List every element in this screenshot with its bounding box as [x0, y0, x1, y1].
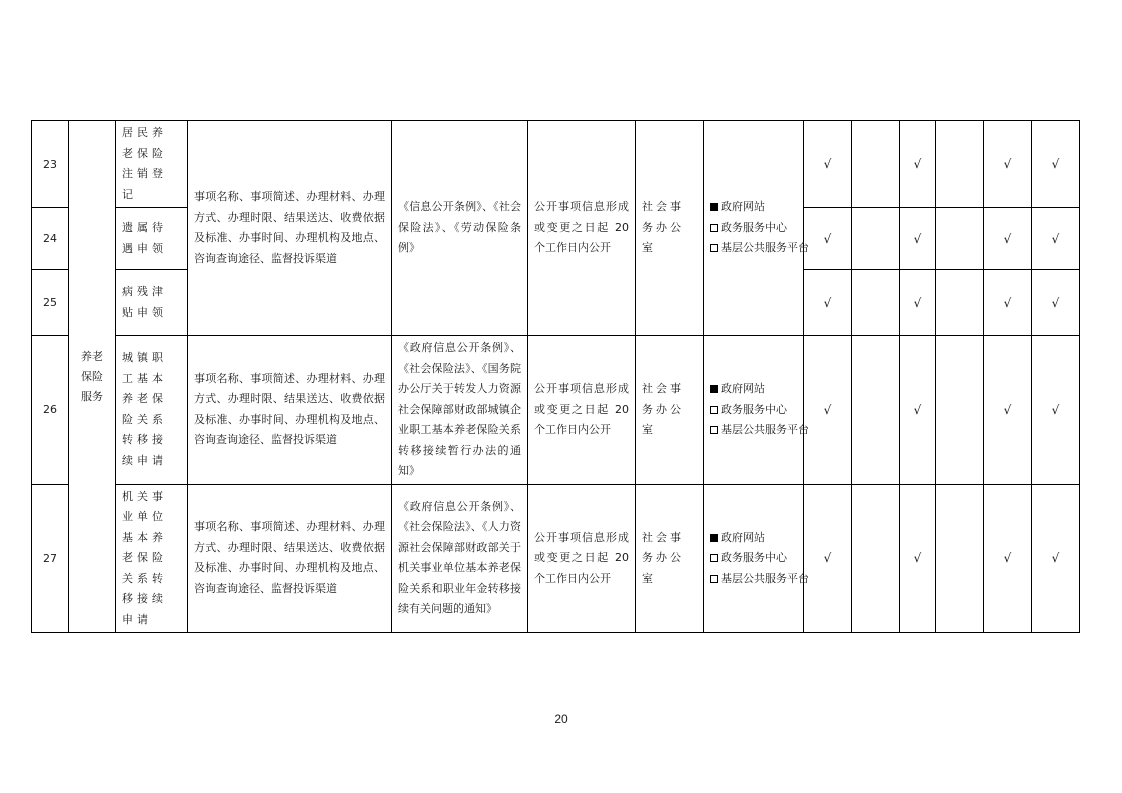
check-mark: √ [984, 484, 1032, 633]
channel-label: 政务服务中心 [721, 402, 787, 416]
content-cell [188, 121, 392, 336]
item-name: 居民养老保险注销登记 [122, 126, 167, 201]
table-row [32, 484, 1080, 633]
legal-basis: 《政府信息公开条例》、《社会保险法》、《国务院办公厅关于转发人力资源社会保障部财政部城镇企业职工基本养老保险关系转移接续暂行办法的通知》 [398, 341, 521, 477]
org-cell [636, 121, 704, 336]
channel-label: 基层公共服务平台 [721, 423, 809, 436]
checkbox-checked-icon [710, 534, 718, 542]
check-mark: √ [984, 208, 1032, 270]
row-number: 23 [32, 121, 69, 208]
row-number: 24 [32, 208, 69, 270]
channel-label: 基层公共服务平台 [721, 241, 809, 255]
empty-cell [852, 484, 900, 633]
item-cell [116, 121, 188, 208]
check-mark: √ [900, 270, 936, 336]
row-number: 27 [32, 484, 69, 633]
channel-label: 政务服务中心 [721, 551, 787, 564]
check-mark: √ [804, 336, 852, 485]
channel-label: 政府网站 [721, 382, 765, 395]
responsible-org: 社会事务办公室 [642, 530, 684, 585]
channel-label: 政府网站 [721, 530, 765, 544]
responsible-org: 社会事务办公室 [642, 382, 684, 436]
checkbox-checked-icon [710, 203, 718, 211]
org-cell [636, 484, 704, 633]
empty-cell [852, 270, 900, 336]
public-content: 事项名称、事项简述、办理材料、办理方式、办理时限、结果送达、收费依据及标准、办事时间、办理机构及地点、咨询查询途径、监督投诉渠道 [194, 371, 385, 447]
legal-basis: 《信息公开条例》、《社会保险法》、《劳动保险条例》 [398, 200, 521, 255]
checkbox-checked-icon [710, 385, 718, 393]
item-cell [116, 270, 188, 336]
basis-cell [392, 484, 528, 633]
channel-cell [704, 484, 809, 633]
channel-label: 政府网站 [721, 200, 765, 214]
check-mark: √ [1032, 121, 1080, 208]
item-cell [116, 484, 188, 633]
time-limit-cell [528, 336, 636, 485]
channel-cell [704, 336, 809, 485]
empty-cell [936, 121, 984, 208]
item-cell [116, 336, 188, 485]
checkbox-empty-icon [710, 244, 718, 252]
check-mark: √ [900, 336, 936, 485]
empty-cell [936, 336, 984, 485]
org-cell [636, 336, 704, 485]
row-number: 25 [32, 270, 69, 336]
check-mark: √ [984, 121, 1032, 208]
item-name: 城镇职工基本养老保险关系转移接续申请 [122, 351, 167, 467]
empty-cell [852, 336, 900, 485]
check-mark: √ [1032, 270, 1080, 336]
check-mark: √ [984, 336, 1032, 485]
check-mark: √ [900, 484, 936, 633]
public-content: 事项名称、事项简述、办理材料、办理方式、办理时限、结果送达、收费依据及标准、办事时间、办理机构及地点、咨询查询途径、监督投诉渠道 [194, 520, 385, 595]
check-mark: √ [900, 208, 936, 270]
time-limit-cell [528, 484, 636, 633]
checkbox-empty-icon [710, 426, 718, 434]
public-content: 事项名称、事项简述、办理材料、办理方式、办理时限、结果送达、收费依据及标准、办事时间、办理机构及地点、咨询查询途径、监督投诉渠道 [194, 190, 385, 265]
time-limit: 公开事项信息形成或变更之日起 20 个工作日内公开 [534, 200, 629, 255]
content-cell [188, 484, 392, 633]
content-cell [188, 336, 392, 485]
checkbox-empty-icon [710, 575, 718, 583]
empty-cell [852, 208, 900, 270]
empty-cell [936, 208, 984, 270]
item-cell [116, 208, 188, 270]
item-name: 机关事业单位基本养老保险关系转移接续申请 [122, 489, 167, 626]
time-limit-cell [528, 121, 636, 336]
empty-cell [936, 270, 984, 336]
channel-label: 政务服务中心 [721, 220, 787, 234]
empty-cell [852, 121, 900, 208]
channel-label: 基层公共服务平台 [721, 571, 809, 585]
check-mark: √ [1032, 336, 1080, 485]
check-mark: √ [804, 121, 852, 208]
checkbox-empty-icon [710, 554, 718, 562]
row-number: 26 [32, 336, 69, 485]
check-mark: √ [1032, 208, 1080, 270]
check-mark: √ [804, 484, 852, 633]
item-name: 病残津贴申领 [122, 285, 167, 319]
responsible-org: 社会事务办公室 [642, 200, 684, 255]
empty-cell [936, 484, 984, 633]
page-number: 20 [554, 712, 568, 726]
time-limit: 公开事项信息形成或变更之日起 20 个工作日内公开 [534, 530, 629, 585]
table-row [32, 121, 1080, 208]
category-cell [69, 121, 116, 633]
time-limit: 公开事项信息形成或变更之日起 20 个工作日内公开 [534, 382, 629, 436]
check-mark: √ [804, 208, 852, 270]
category-label: 养老保险服务 [81, 349, 103, 403]
checkbox-empty-icon [710, 224, 718, 232]
basis-cell [392, 336, 528, 485]
check-mark: √ [804, 270, 852, 336]
table-row [32, 336, 1080, 485]
item-name: 遗属待遇申领 [122, 221, 167, 255]
service-table [31, 120, 1080, 633]
basis-cell [392, 121, 528, 336]
legal-basis: 《政府信息公开条例》、《社会保险法》、《人力资源社会保障部财政部关于机关事业单位基本养老保险关系和职业年金转移接续有关问题的通知》 [398, 499, 521, 616]
check-mark: √ [900, 121, 936, 208]
checkbox-empty-icon [710, 406, 718, 414]
channel-cell [704, 121, 809, 336]
check-mark: √ [984, 270, 1032, 336]
check-mark: √ [1032, 484, 1080, 633]
